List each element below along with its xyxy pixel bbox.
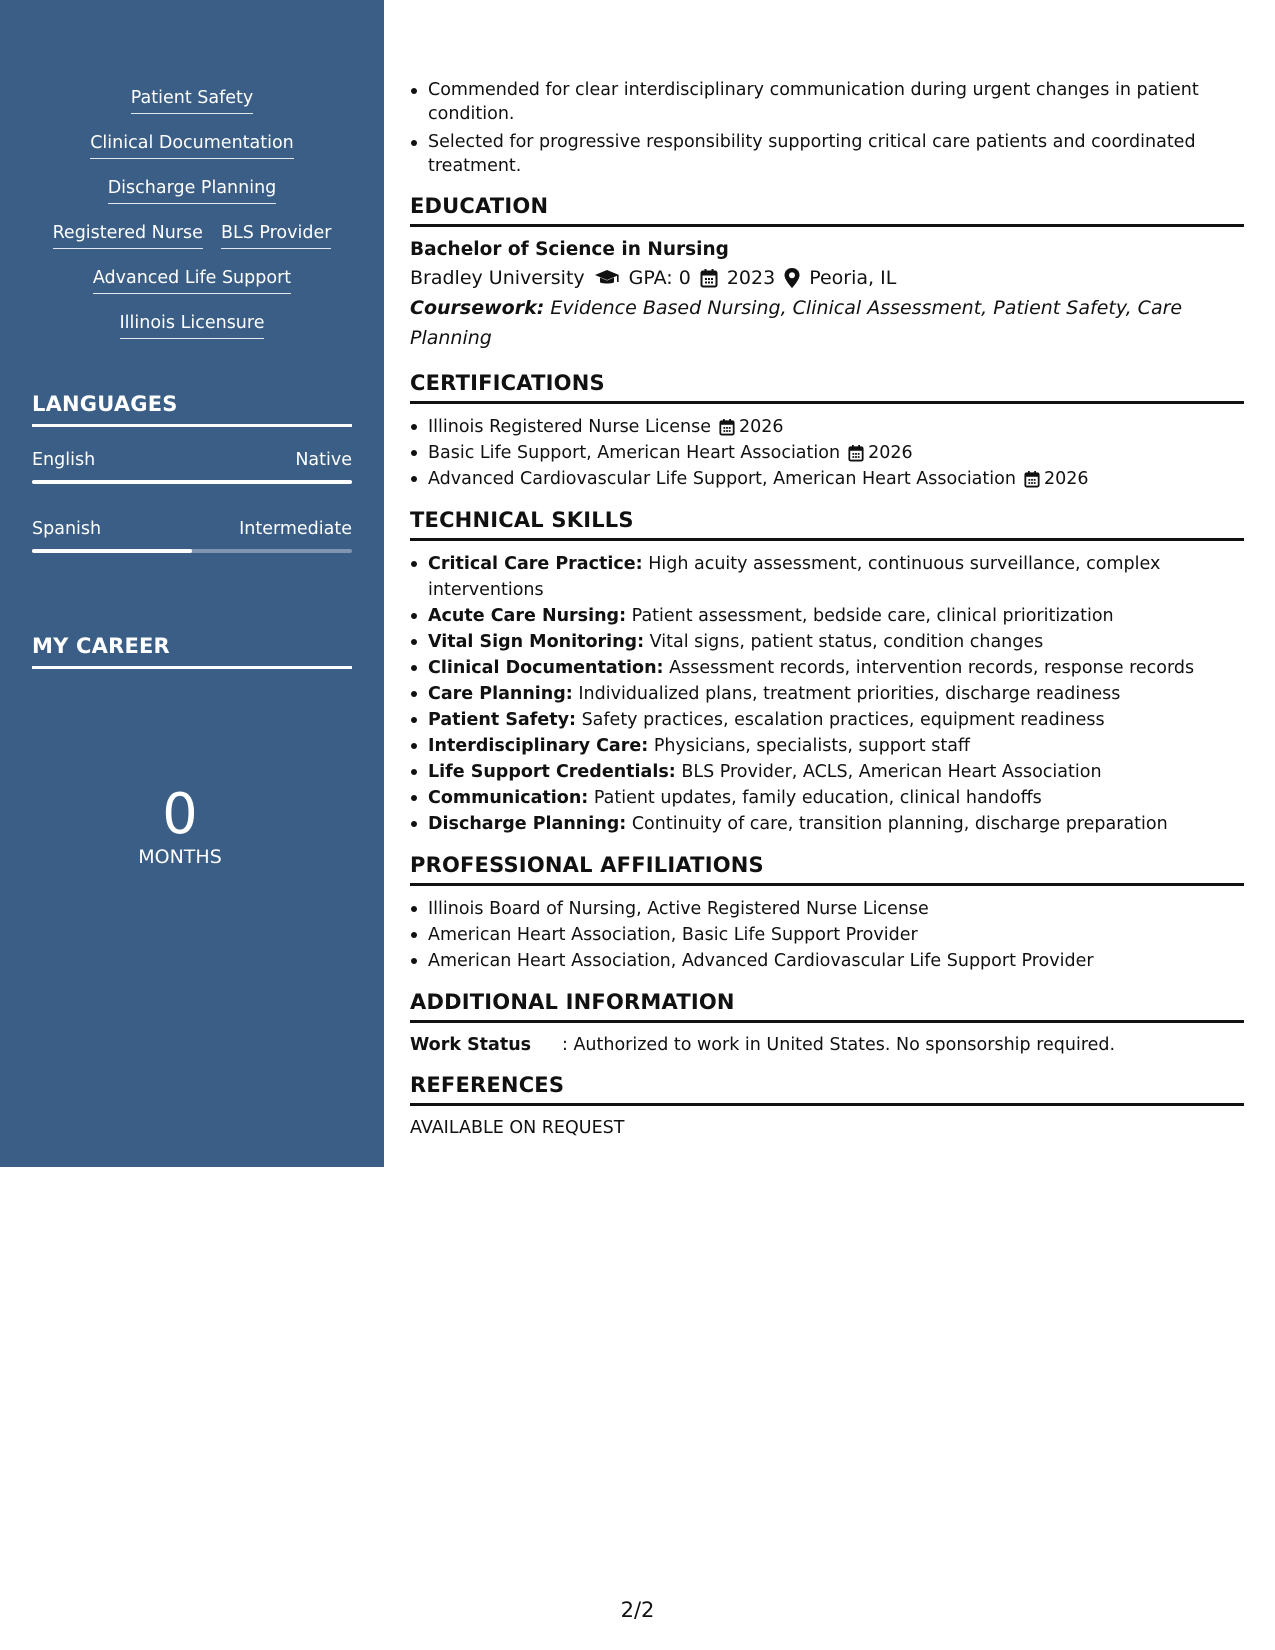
skill-tag: Discharge Planning [108, 176, 277, 204]
language-proficiency-bar [32, 549, 352, 553]
skill-tag-row [32, 266, 352, 311]
graduation-year: 2023 [726, 267, 776, 289]
skill-tags [32, 86, 352, 356]
graduation-cap-icon [594, 269, 620, 287]
language-level: Native [295, 450, 352, 470]
additional-info-section [410, 990, 1244, 1057]
section-title: PROFESSIONAL AFFILIATIONS [410, 853, 1244, 886]
skill-text: Patient assessment, bedside care, clinical prioritization [631, 606, 1114, 626]
coursework [410, 293, 1244, 353]
affiliation-item: American Heart Association, Basic Life Support Provider [410, 922, 1244, 948]
languages-heading: LANGUAGES [32, 392, 352, 427]
main-content [410, 78, 1244, 1140]
language-name: Spanish [32, 519, 102, 539]
certification-year: 2026 [1043, 469, 1089, 489]
skill-label: Vital Sign Monitoring: [428, 632, 645, 652]
certification-name: Illinois Registered Nurse License [428, 417, 711, 437]
page-number: 2/2 [620, 1598, 655, 1622]
references-section [410, 1073, 1244, 1140]
skill-text: BLS Provider, ACLS, American Heart Association [681, 762, 1102, 782]
certification-name: Basic Life Support, American Heart Association [428, 443, 841, 463]
skill-text: High acuity assessment, continuous surveillance, complex interventions [428, 554, 1161, 600]
skill-item [410, 759, 1244, 785]
technical-skills-list [410, 551, 1244, 837]
location-pin-icon [784, 268, 800, 288]
skill-text: Physicians, specialists, support staff [653, 736, 970, 756]
work-status-value: : Authorized to work in United States. No sponsorship required. [562, 1035, 1116, 1055]
calendar-icon [848, 444, 864, 462]
skill-tag: Clinical Documentation [90, 131, 294, 159]
work-status-label: Work Status [410, 1035, 532, 1055]
list-item: Commended for clear interdisciplinary communication during urgent changes in patient condition. [410, 78, 1244, 126]
section-title: ADDITIONAL INFORMATION [410, 990, 1244, 1023]
list-item: Selected for progressive responsibility supporting critical care patients and coordinated treatment. [410, 130, 1244, 178]
skill-tag: Illinois Licensure [120, 311, 265, 339]
school: Bradley University [410, 267, 585, 289]
certifications-list [410, 414, 1244, 492]
gpa: GPA: 0 [628, 267, 691, 289]
section-title: CERTIFICATIONS [410, 371, 1244, 404]
calendar-icon [1024, 470, 1040, 488]
technical-skills-section [410, 508, 1244, 837]
skill-item [410, 551, 1244, 603]
skill-tag: Advanced Life Support [93, 266, 291, 294]
skill-tag-row [32, 221, 352, 266]
affiliations-list [410, 896, 1244, 974]
skill-item [410, 785, 1244, 811]
coursework-label: Coursework: [410, 297, 545, 319]
skill-item [410, 707, 1244, 733]
skill-text: Vital signs, patient status, condition changes [649, 632, 1044, 652]
career-heading: MY CAREER [32, 634, 352, 669]
work-status-row [410, 1033, 1244, 1057]
skill-tag-row [32, 311, 352, 356]
career-months-unit: MONTHS [138, 846, 222, 868]
section-title: EDUCATION [410, 194, 1244, 227]
skill-item [410, 655, 1244, 681]
certification-item [410, 466, 1244, 492]
affiliation-item: Illinois Board of Nursing, Active Registered Nurse License [410, 896, 1244, 922]
skill-text: Assessment records, intervention records, response records [669, 658, 1195, 678]
sidebar [0, 0, 384, 1167]
language-level: Intermediate [239, 519, 352, 539]
skill-text: Safety practices, escalation practices, equipment readiness [581, 710, 1105, 730]
calendar-icon [700, 268, 718, 288]
certification-item [410, 414, 1244, 440]
skill-tag: Registered Nurse [53, 221, 203, 249]
certification-name: Advanced Cardiovascular Life Support, American Heart Association [428, 469, 1016, 489]
certification-year: 2026 [739, 417, 784, 437]
skill-label: Care Planning: [428, 684, 573, 704]
section-title: REFERENCES [410, 1073, 1244, 1106]
skill-label: Critical Care Practice: [428, 554, 643, 574]
skill-text: Patient updates, family education, clinical handoffs [593, 788, 1042, 808]
certification-item [410, 440, 1244, 466]
skill-label: Discharge Planning: [428, 814, 627, 834]
degree: Bachelor of Science in Nursing [410, 239, 729, 260]
skill-label: Interdisciplinary Care: [428, 736, 649, 756]
skill-text: Continuity of care, transition planning, discharge preparation [631, 814, 1168, 834]
location: Peoria, IL [809, 267, 897, 289]
career-months-value: 0 [162, 782, 198, 847]
section-title: TECHNICAL SKILLS [410, 508, 1244, 541]
skill-label: Life Support Credentials: [428, 762, 676, 782]
skill-tag: BLS Provider [221, 221, 331, 249]
skill-item [410, 811, 1244, 837]
skill-tag-row [32, 176, 352, 221]
skill-label: Clinical Documentation: [428, 658, 664, 678]
certification-year: 2026 [868, 443, 913, 463]
experience-bullets [410, 78, 1244, 178]
skill-item [410, 733, 1244, 759]
references-text: AVAILABLE ON REQUEST [410, 1118, 625, 1138]
education-details [410, 263, 1244, 293]
language-name: English [32, 450, 96, 470]
education-section [410, 194, 1244, 353]
skill-item [410, 603, 1244, 629]
affiliation-item: American Heart Association, Advanced Cardiovascular Life Support Provider [410, 948, 1244, 974]
skill-label: Communication: [428, 788, 589, 808]
language-proficiency-bar [32, 480, 352, 484]
skill-text: Individualized plans, treatment priorities, discharge readiness [578, 684, 1121, 704]
calendar-icon [719, 418, 735, 436]
skill-item [410, 629, 1244, 655]
skill-item [410, 681, 1244, 707]
language-spanish [32, 519, 352, 553]
certifications-section [410, 371, 1244, 492]
skill-tag-row [32, 86, 352, 131]
skill-label: Acute Care Nursing: [428, 606, 627, 626]
affiliations-section [410, 853, 1244, 974]
language-english [32, 450, 352, 484]
skill-tag: Patient Safety [131, 86, 253, 114]
skill-tag-row [32, 131, 352, 176]
coursework-list: Evidence Based Nursing, Clinical Assessment, Patient Safety, Care Planning [410, 297, 1183, 349]
skill-label: Patient Safety: [428, 710, 576, 730]
